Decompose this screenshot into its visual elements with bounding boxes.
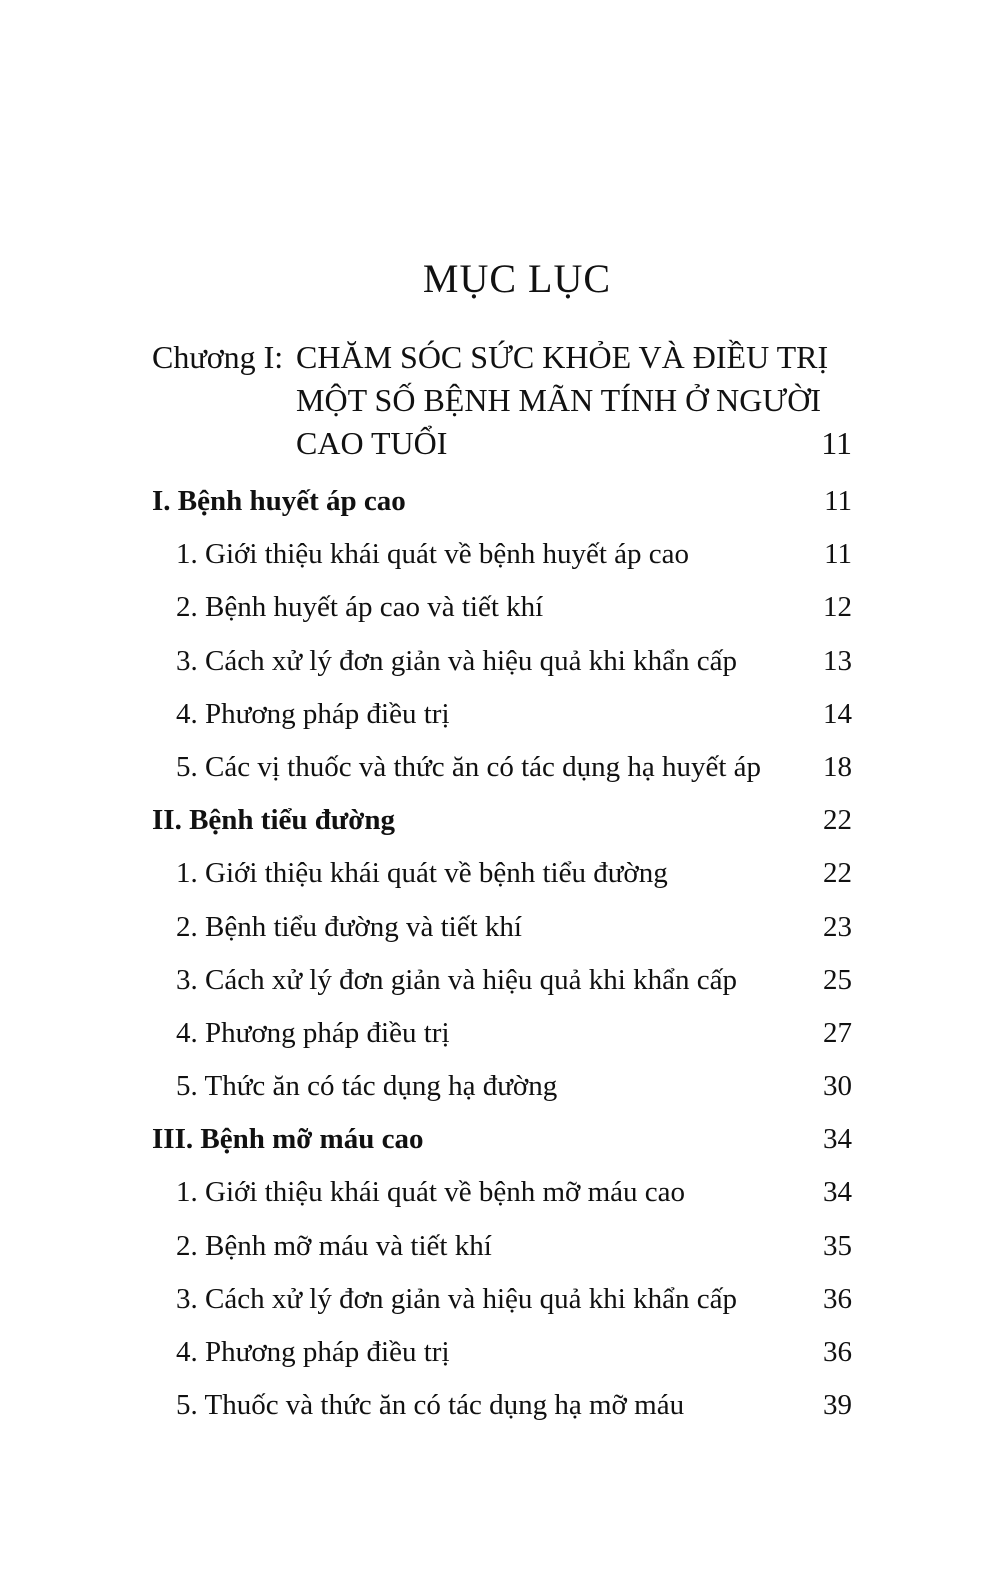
toc-subsection-entry[interactable] (152, 847, 852, 900)
toc-entry-label: 1. Giới thiệu khái quát về bệnh mỡ máu cao (176, 1176, 686, 1209)
toc-entry-page-number: 14 (823, 697, 852, 730)
toc-entry-page-number: 27 (823, 1016, 852, 1049)
toc-subsection-entry[interactable] (152, 1220, 852, 1273)
toc-subsection-entry[interactable] (152, 1166, 852, 1219)
chapter-page-number: 11 (821, 425, 852, 461)
toc-entry-page-number: 39 (823, 1389, 852, 1422)
toc-entry-label: 2. Bệnh mỡ máu và tiết khí (176, 1229, 492, 1262)
toc-entry-page-number: 34 (823, 1123, 852, 1156)
toc-entry-label: 5. Thuốc và thức ăn có tác dụng hạ mỡ máu (176, 1389, 685, 1422)
toc-section-entry[interactable] (152, 475, 852, 528)
toc-entry-page-number: 12 (823, 591, 852, 624)
toc-entry-label: 5. Các vị thuốc và thức ăn có tác dụng hạ huyết áp (176, 750, 762, 783)
toc-subsection-entry[interactable] (152, 954, 852, 1007)
chapter-title-line-1: CHĂM SÓC SỨC KHỎE VÀ ĐIỀU TRỊ (296, 339, 829, 375)
toc-entry-page-number: 11 (824, 485, 852, 517)
toc-entry-label: 2. Bệnh tiểu đường và tiết khí (176, 910, 522, 943)
toc-subsection-entry[interactable] (152, 1326, 852, 1379)
toc-entry-label: 2. Bệnh huyết áp cao và tiết khí (176, 591, 544, 624)
toc-entry-label: 4. Phương pháp điều trị (176, 1016, 450, 1049)
toc-entry-label: 3. Cách xử lý đơn giản và hiệu quả khi khẩn cấp (176, 644, 737, 677)
toc-entry-label: 3. Cách xử lý đơn giản và hiệu quả khi khẩn cấp (176, 1282, 737, 1315)
chapter-title-line-2: MỘT SỐ BỆNH MÃN TÍNH Ở NGƯỜI (296, 382, 821, 418)
toc-entry-label: 5. Thức ăn có tác dụng hạ đường (176, 1070, 558, 1103)
toc-section-entry[interactable] (152, 1113, 852, 1166)
chapter-prefix: Chương I: (152, 339, 284, 375)
toc-entry-label: II. Bệnh tiểu đường (152, 804, 395, 837)
toc-subsection-entry[interactable] (152, 1273, 852, 1326)
toc-entry-page-number: 13 (823, 644, 852, 677)
toc-section-entry[interactable] (152, 794, 852, 847)
toc-entry-page-number: 36 (823, 1336, 852, 1368)
toc-entry-page-number: 23 (823, 910, 852, 943)
toc-entry-label: 1. Giới thiệu khái quát về bệnh huyết áp cao (176, 538, 690, 571)
toc-subsection-entry[interactable] (152, 901, 852, 954)
toc-entry-page-number: 22 (823, 857, 852, 890)
toc-entry-label: 4. Phương pháp điều trị (176, 1336, 450, 1368)
page-title: MỤC LỤC (422, 256, 612, 301)
toc-entry-page-number: 25 (823, 963, 852, 996)
toc-entry-label: 1. Giới thiệu khái quát về bệnh tiểu đường (176, 857, 668, 890)
toc-entry-page-number: 30 (823, 1070, 852, 1103)
chapter-title-line-3: CAO TUỔI (296, 425, 448, 461)
toc-subsection-entry[interactable] (152, 1379, 852, 1432)
toc-entry-label: 3. Cách xử lý đơn giản và hiệu quả khi khẩn cấp (176, 963, 737, 996)
toc-subsection-entry[interactable] (152, 635, 852, 688)
toc-entry-page-number: 22 (823, 804, 852, 837)
toc-list (152, 475, 852, 1432)
toc-subsection-entry[interactable] (152, 528, 852, 581)
toc-entry-label: I. Bệnh huyết áp cao (152, 485, 406, 517)
toc-subsection-entry[interactable] (152, 688, 852, 741)
toc-entry-page-number: 36 (823, 1282, 852, 1315)
toc-subsection-entry[interactable] (152, 1060, 852, 1113)
toc-entry-page-number: 35 (823, 1229, 852, 1262)
toc-entry-page-number: 11 (824, 538, 852, 571)
toc-entry-page-number: 18 (823, 750, 852, 783)
toc-subsection-entry[interactable] (152, 1007, 852, 1060)
toc-subsection-entry[interactable] (152, 581, 852, 634)
toc-subsection-entry[interactable] (152, 741, 852, 794)
toc-entry-label: 4. Phương pháp điều trị (176, 697, 450, 730)
toc-entry-label: III. Bệnh mỡ máu cao (152, 1123, 424, 1156)
toc-entry-page-number: 34 (823, 1176, 852, 1209)
